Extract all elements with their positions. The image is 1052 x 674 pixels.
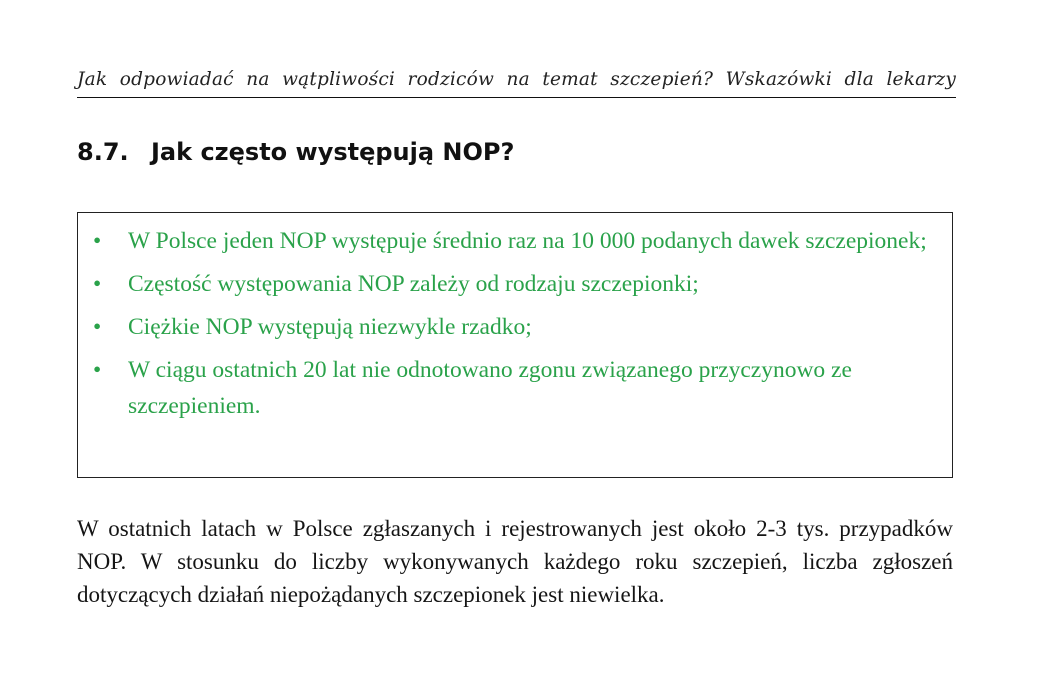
list-item-text: Ciężkie NOP występują niezwykle rzadko;: [128, 314, 532, 340]
header-rule: [77, 97, 956, 98]
bullet-icon: •: [93, 228, 102, 254]
list-item: [91, 223, 941, 259]
list-item: [91, 266, 941, 302]
body-paragraph: W ostatnich latach w Polsce zgłaszanych i rejestrowanych jest około 2-3 tys. przypadków NOP. W stosunku do liczby wykonywanych każdego roku szczepień, liczba zgłoszeń dotyczących działań niepożądanych szczepionek jest niewielka.: [77, 516, 953, 607]
list-item-text: Częstość występowania NOP zależy od rodzaju szczepionki;: [128, 271, 699, 297]
list-item-text: W Polsce jeden NOP występuje średnio raz na 10 000 podanych dawek szczepionek;: [128, 228, 927, 254]
list-item-text: W ciągu ostatnich 20 lat nie odnotowano zgonu związanego przyczynowo ze szczepieniem.: [128, 357, 852, 419]
list-item: [91, 352, 941, 424]
list-item: [91, 309, 941, 345]
bullet-icon: •: [93, 271, 102, 297]
section-title: Jak często występują NOP?: [151, 138, 515, 166]
bullet-icon: •: [93, 314, 102, 340]
summary-list: [91, 223, 941, 431]
bullet-icon: •: [93, 357, 102, 383]
summary-box: [77, 212, 953, 478]
running-header: Jak odpowiadać na wątpliwości rodziców na temat szczepień? Wskazówki dla lekarzy: [77, 69, 956, 90]
section-number: 8.7.: [77, 138, 129, 166]
section-heading: [77, 134, 514, 170]
